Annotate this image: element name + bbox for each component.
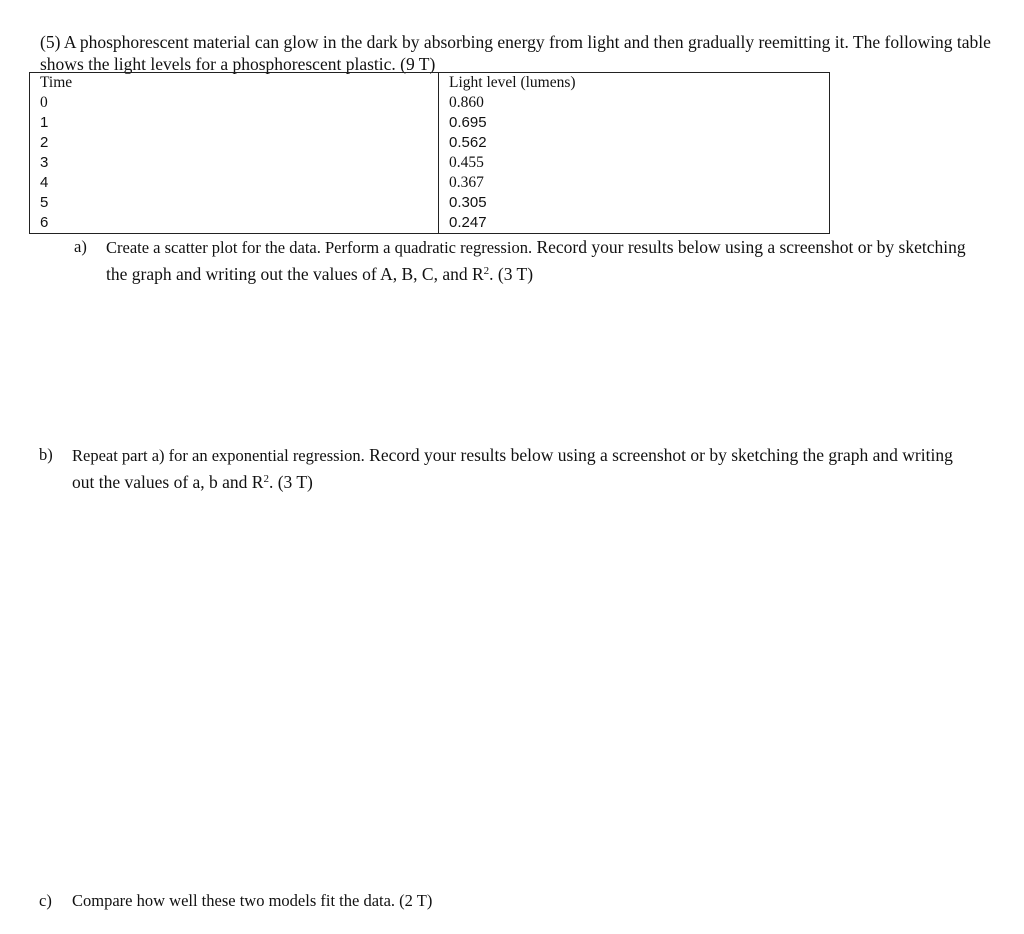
part-b-text [72,442,977,495]
question-intro [40,31,1000,75]
table-cell-time: 5 [30,193,439,213]
table-cell-light: 0.455 [449,154,484,171]
question-number: (5) [40,32,61,52]
table-cell-light: 0.562 [449,134,487,151]
light-level-table [29,72,830,234]
part-a-text-small: Create a scatter plot for the data. Perform a quadratic regression. [106,238,533,257]
table-cell-light: 0.367 [449,174,484,191]
table-cell-time: 1 [30,113,439,133]
table-cell-time: 0 [30,93,439,113]
table-row [30,93,830,113]
part-a-text-main: Record your results below using a screenshot or by sketching the graph and writing out the values of A, B, C, and R [106,237,966,284]
part-b-marks: . (3 T) [268,472,313,492]
table-cell-time: 4 [30,173,439,193]
part-c-label: c) [39,891,52,910]
table-cell-light: 0.695 [449,114,487,131]
part-a-label: a) [74,237,87,256]
table-row [30,113,830,133]
part-b-label: b) [39,445,53,464]
part-a-superscript: 2 [483,265,490,277]
table-cell-light: 0.305 [449,194,487,211]
table-header-row [30,73,830,94]
table-row [30,153,830,173]
table-row [30,173,830,193]
table-row [30,193,830,213]
table-row [30,213,830,234]
part-a-marks: . (3 T) [489,264,534,284]
question-marks: (9 T) [400,54,436,74]
part-b-superscript: 2 [263,473,269,485]
table-cell-time: 6 [30,213,439,234]
table-row [30,133,830,153]
table-cell-light: 0.860 [449,94,484,111]
table-header-time: Time [30,73,439,94]
table-cell-light: 0.247 [449,214,487,231]
question-text: A phosphorescent material can glow in the dark by absorbing energy from light and then gradually reemitting it. The following table shows the light levels for a phosphorescent plastic. [40,32,991,74]
part-a-text [106,234,966,287]
table-cell-time: 2 [30,133,439,153]
part-b-text-main: Record your results below using a screenshot or by sketching the graph and writing out the values of a, b and R [72,445,953,492]
table-header-light-level: Light level (lumens) [449,74,576,91]
part-b-text-small: Repeat part a) for an exponential regression. [72,446,365,465]
part-c-text: Compare how well these two models fit the data. (2 T) [72,891,433,910]
table-cell-time: 3 [30,153,439,173]
